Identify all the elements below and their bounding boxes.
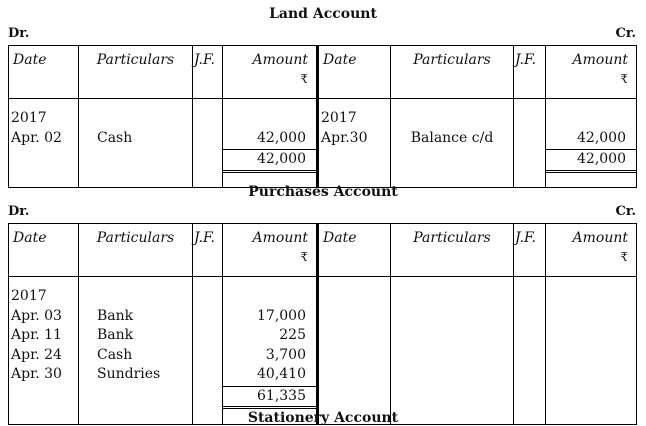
land-dr-label: Dr.: [8, 26, 30, 41]
purchases-dr-entry-amount: 40,410: [257, 366, 306, 382]
land-cr-entry-amount: 42,000: [577, 129, 626, 146]
purchases-dr-jf-header: J.F.: [193, 224, 223, 277]
land-dr-particulars-col: [79, 99, 193, 188]
purchases-dr-date-header: Date: [9, 224, 79, 277]
purchases-dr-entry-amount: 225: [279, 327, 306, 343]
purchases-ledger-table: [8, 223, 637, 425]
purchases-dr-particulars-col: [79, 277, 193, 425]
land-account-title: Land Account: [269, 6, 377, 22]
purchases-cr-jf-col: [514, 277, 546, 425]
land-dr-jf-header: J.F.: [193, 46, 223, 99]
rupee-icon: ₹: [620, 72, 628, 86]
purchases-dr-particulars-header: Particulars: [79, 224, 193, 277]
land-cr-jf-header: J.F.: [514, 46, 546, 99]
purchases-dr-year: 2017: [11, 288, 47, 304]
land-dr-entry-particulars: Cash: [97, 129, 133, 146]
land-dr-date-header: Date: [9, 46, 79, 99]
stationery-account-title: Stationery Account: [247, 410, 399, 426]
purchases-dr-entry-date: Apr. 24: [11, 346, 62, 363]
land-cr-label: Cr.: [615, 26, 636, 41]
purchases-cr-label: Cr.: [615, 204, 636, 219]
land-cr-entry-date: Apr.30: [321, 129, 368, 146]
rupee-icon: ₹: [300, 72, 308, 86]
purchases-cr-particulars-col: [391, 277, 514, 425]
purchases-dr-total: 61,335: [223, 386, 316, 410]
land-cr-year: 2017: [321, 110, 357, 126]
purchases-body-row: [9, 277, 637, 425]
land-dr-jf-col: [193, 99, 223, 188]
land-cr-particulars-col: [391, 99, 514, 188]
purchases-dr-entry-date: Apr. 11: [11, 327, 62, 343]
purchases-dr-entry-particulars: Bank: [97, 307, 134, 324]
purchases-dr-entry-particulars: Sundries: [97, 366, 161, 382]
purchases-dr-date-col: [9, 277, 79, 425]
land-dr-entry-amount: 42,000: [257, 129, 306, 146]
land-dr-amount-col: [223, 99, 318, 188]
purchases-dr-entry-date: Apr. 03: [11, 307, 62, 324]
purchases-cr-jf-header: J.F.: [514, 224, 546, 277]
land-body-row: [9, 99, 637, 188]
land-cr-entry-particulars: Balance c/d: [410, 129, 494, 146]
purchases-dr-amount-header: Amount ₹: [223, 224, 318, 277]
land-cr-particulars-header: Particulars: [391, 46, 514, 99]
purchases-cr-amount-header: Amount ₹: [546, 224, 637, 277]
purchases-dr-entry-particulars: Bank: [97, 327, 134, 343]
land-dr-total: 42,000: [223, 149, 316, 173]
land-cr-jf-col: [514, 99, 546, 188]
land-dr-date-col: [9, 99, 79, 188]
purchases-cr-date-header: Date: [318, 224, 391, 277]
land-cr-amount-col: [546, 99, 637, 188]
land-cr-date-col: [318, 99, 391, 188]
purchases-dr-amount-col: [223, 277, 318, 425]
purchases-dr-entry-amount: 3,700: [265, 346, 306, 363]
land-dr-particulars-header: Particulars: [79, 46, 193, 99]
purchases-dr-label: Dr.: [8, 204, 30, 219]
purchases-dr-entry-amount: 17,000: [257, 307, 306, 324]
purchases-cr-date-col: [318, 277, 391, 425]
land-dr-year: 2017: [11, 110, 47, 126]
land-cr-total: 42,000: [546, 149, 636, 173]
rupee-icon: ₹: [300, 250, 308, 264]
rupee-icon: ₹: [620, 250, 628, 264]
purchases-dr-entry-particulars: Cash: [97, 346, 133, 363]
purchases-header-row: [9, 224, 637, 277]
purchases-dr-entry-date: Apr. 30: [11, 366, 62, 382]
land-dr-amount-header: Amount ₹: [223, 46, 318, 99]
purchases-dr-jf-col: [193, 277, 223, 425]
land-cr-date-header: Date: [318, 46, 391, 99]
land-ledger-table: [8, 45, 637, 188]
purchases-account-title: Purchases Account: [248, 184, 398, 200]
purchases-cr-particulars-header: Particulars: [391, 224, 514, 277]
land-dr-entry-date: Apr. 02: [11, 129, 62, 146]
land-cr-amount-header: Amount ₹: [546, 46, 637, 99]
purchases-cr-amount-col: [546, 277, 637, 425]
land-header-row: [9, 46, 637, 99]
